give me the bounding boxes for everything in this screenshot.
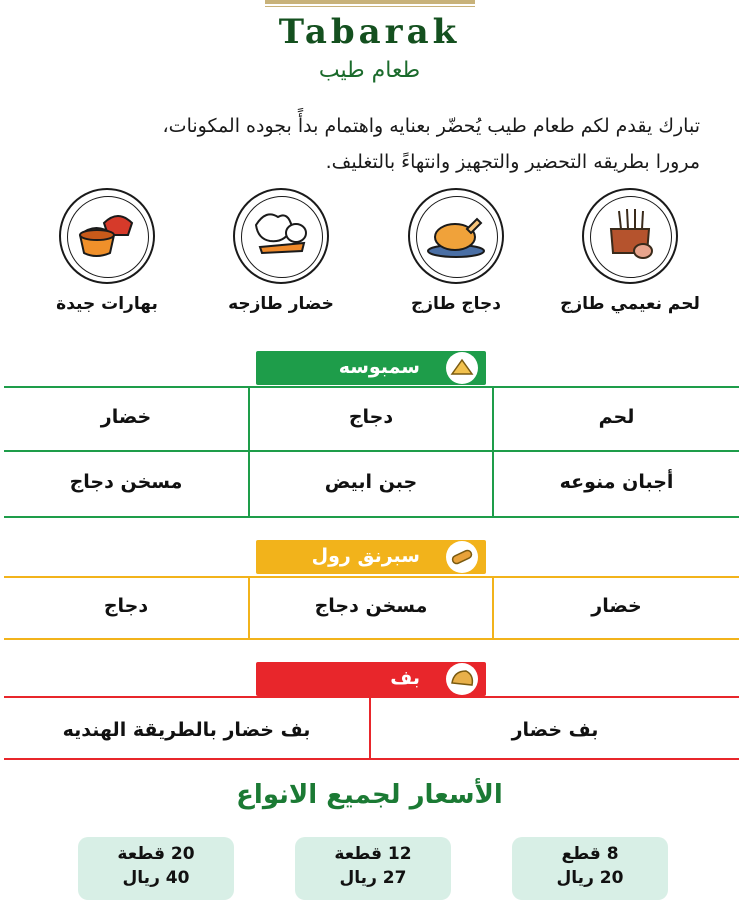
spring-roll-icon [446, 541, 478, 573]
table-border [4, 516, 739, 518]
intro-line-1: تبارك يقدم لكم طعام طيب يُحضّر بعنايه واهتمام بدأً بجوده المكونات، [162, 115, 700, 137]
price-amount: 40 ريال [122, 868, 190, 888]
intro-text [40, 108, 700, 180]
price-amount: 27 ريال [339, 868, 407, 888]
vegetables-icon [248, 203, 314, 269]
samosa-icon [446, 352, 478, 384]
price-quantity: 8 قطع [561, 844, 619, 864]
table-cell: بف خضار [511, 719, 599, 741]
table-cell: خضار [100, 406, 152, 428]
price-amount: 20 ريال [556, 868, 624, 888]
feature-label: خضار طازجه [228, 294, 334, 314]
feature-circle [408, 188, 504, 284]
puff-pastry-icon [446, 663, 478, 695]
table-border [4, 386, 739, 388]
table-cell: مسخن دجاج [314, 595, 428, 617]
table-cell: بف خضار بالطريقة الهنديه [62, 719, 311, 741]
top-decorative-line [265, 0, 475, 4]
table-border [4, 576, 739, 578]
section-badge-spring-roll [256, 540, 486, 574]
price-quantity: 20 قطعة [117, 844, 195, 864]
table-cell: دجاج [348, 406, 394, 428]
feature-lamb [550, 188, 710, 314]
top-decorative-line-thin [265, 6, 475, 7]
feature-circle [233, 188, 329, 284]
section-title: سمبوسه [338, 356, 420, 378]
section-title: بف [390, 667, 420, 689]
table-cell: جبن ابيض [324, 471, 418, 493]
brand-title: Tabarak [278, 12, 461, 52]
brand-subtitle: طعام طيب [318, 58, 421, 83]
lamb-rack-icon [597, 203, 663, 269]
price-quantity: 12 قطعة [334, 844, 412, 864]
table-cell: مسخن دجاج [69, 471, 183, 493]
roast-chicken-icon [423, 203, 489, 269]
feature-spices [27, 188, 187, 314]
table-border [4, 638, 739, 640]
section-badge-sambosa [256, 351, 486, 385]
feature-label: لحم نعيمي طازج [560, 294, 700, 314]
table-cell: لحم [598, 406, 635, 428]
table-cell: دجاج [103, 595, 149, 617]
table-border [4, 758, 739, 760]
prices-title: الأسعار لجميع الانواع [236, 780, 503, 810]
feature-label: بهارات جيدة [56, 294, 158, 314]
table-cell: خضار [591, 595, 642, 617]
table-border [4, 696, 739, 698]
price-box [295, 837, 451, 900]
feature-circle [59, 188, 155, 284]
table-border [4, 450, 739, 452]
price-box [78, 837, 234, 900]
section-badge-puff [256, 662, 486, 696]
feature-label: دجاج طازج [411, 294, 501, 314]
price-box [512, 837, 668, 900]
feature-circle [582, 188, 678, 284]
intro-line-2: مرورا بطريقه التحضير والتجهيز وانتهاءً بالتغليف. [325, 151, 700, 173]
spices-icon [74, 203, 140, 269]
table-cell: أجبان منوعه [559, 471, 674, 493]
section-title: سبرنق رول [311, 545, 420, 567]
feature-vegetables [201, 188, 361, 314]
feature-chicken [376, 188, 536, 314]
